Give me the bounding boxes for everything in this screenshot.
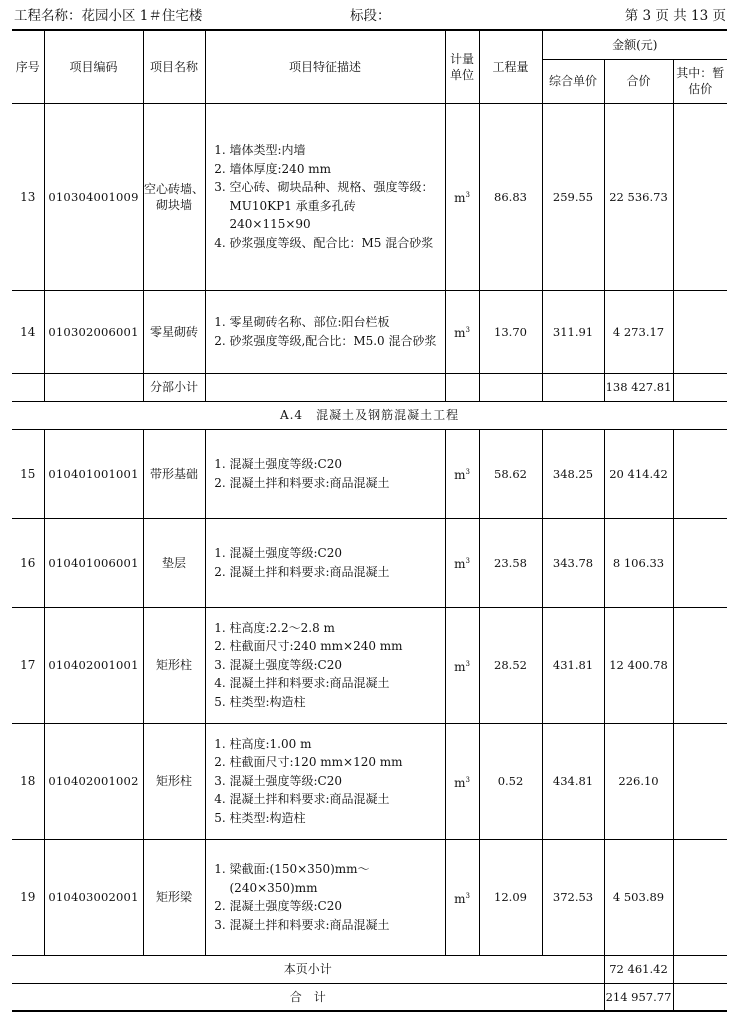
- row-provisional: [673, 103, 727, 290]
- row-desc: [205, 839, 445, 955]
- row-unit-price: 434.81: [542, 723, 604, 839]
- desc-item: 2. 墙体厚度:240 mm: [230, 160, 441, 179]
- row-unit: $m^3$: [445, 518, 479, 607]
- row-qty: 28.52: [479, 607, 542, 723]
- desc-item: 4. 混凝土拌和料要求:商品混凝土: [230, 674, 441, 693]
- row-desc: [205, 723, 445, 839]
- row-name: 空心砖墙、砌块墙: [143, 103, 205, 290]
- col-header-total: 合价: [604, 59, 673, 103]
- col-header-desc: 项目特征描述: [205, 30, 445, 103]
- row-unit-price: 311.91: [542, 290, 604, 373]
- desc-item: 5. 柱类型:构造柱: [230, 809, 441, 828]
- col-header-qty: 工程量: [479, 30, 542, 103]
- table-row: [12, 839, 727, 955]
- table-row: [12, 607, 727, 723]
- row-unit: $m^3$: [445, 290, 479, 373]
- row-seq: 17: [12, 607, 44, 723]
- document-header: [0, 0, 738, 28]
- page-subtotal-row: [12, 955, 727, 983]
- row-unit: $m^3$: [445, 723, 479, 839]
- row-seq: 19: [12, 839, 44, 955]
- subtotal-label: 分部小计: [143, 373, 205, 401]
- row-desc: [205, 290, 445, 373]
- row-total: 12 400.78: [604, 607, 673, 723]
- row-unit-price: 259.55: [542, 103, 604, 290]
- row-provisional: [673, 839, 727, 955]
- grand-total-label: 合 计: [12, 983, 604, 1011]
- row-desc: [205, 607, 445, 723]
- col-header-amount: 金额(元): [542, 30, 727, 59]
- row-total: 4 273.17: [604, 290, 673, 373]
- row-provisional: [673, 429, 727, 518]
- row-provisional: [673, 723, 727, 839]
- desc-item: 1. 柱高度:1.00 m: [230, 735, 441, 754]
- desc-item: 4. 混凝土拌和料要求:商品混凝土: [230, 790, 441, 809]
- row-name: 带形基础: [143, 429, 205, 518]
- desc-item: 1. 混凝土强度等级:C20: [230, 544, 441, 563]
- col-header-seq: 序号: [12, 30, 44, 103]
- row-qty: 12.09: [479, 839, 542, 955]
- row-unit: $m^3$: [445, 103, 479, 290]
- row-seq: 18: [12, 723, 44, 839]
- row-provisional: [673, 518, 727, 607]
- row-desc: [205, 429, 445, 518]
- desc-item: 5. 柱类型:构造柱: [230, 693, 441, 712]
- bill-of-quantities-table: [12, 29, 727, 1012]
- section-title: A.4 混凝土及钢筋混凝土工程: [12, 401, 727, 429]
- row-unit-price: 372.53: [542, 839, 604, 955]
- row-name: 垫层: [143, 518, 205, 607]
- grand-total-row: [12, 983, 727, 1011]
- desc-item: 2. 混凝土强度等级:C20: [230, 897, 441, 916]
- row-provisional: [673, 607, 727, 723]
- col-header-code: 项目编码: [44, 30, 143, 103]
- row-qty: 23.58: [479, 518, 542, 607]
- subtotal-total: 138 427.81: [604, 373, 673, 401]
- row-name: 矩形柱: [143, 723, 205, 839]
- row-code: 010402001002: [44, 723, 143, 839]
- project-name: 工程名称：花园小区 1＃住宅楼: [14, 8, 203, 24]
- desc-item: 2. 混凝土拌和料要求:商品混凝土: [230, 563, 441, 582]
- desc-item: 3. 混凝土强度等级:C20: [230, 772, 441, 791]
- row-name: 矩形梁: [143, 839, 205, 955]
- table-row: [12, 723, 727, 839]
- row-unit: $m^3$: [445, 839, 479, 955]
- row-qty: 58.62: [479, 429, 542, 518]
- row-unit: $m^3$: [445, 607, 479, 723]
- table-row: [12, 103, 727, 290]
- row-qty: 0.52: [479, 723, 542, 839]
- col-header-provisional: 其中：暂估价: [673, 59, 727, 103]
- col-header-unit-price: 综合单价: [542, 59, 604, 103]
- row-name: 矩形柱: [143, 607, 205, 723]
- row-name: 零星砌砖: [143, 290, 205, 373]
- row-code: 010302006001: [44, 290, 143, 373]
- subtotal-row: [12, 373, 727, 401]
- row-code: 010402001001: [44, 607, 143, 723]
- row-total: 4 503.89: [604, 839, 673, 955]
- row-code: 010304001009: [44, 103, 143, 290]
- desc-item: 1. 零星砌砖名称、部位:阳台栏板: [230, 313, 441, 332]
- row-unit-price: 343.78: [542, 518, 604, 607]
- row-seq: 16: [12, 518, 44, 607]
- row-qty: 13.70: [479, 290, 542, 373]
- row-total: 8 106.33: [604, 518, 673, 607]
- row-code: 010403002001: [44, 839, 143, 955]
- section-heading-row: [12, 401, 727, 429]
- desc-item: 2. 柱截面尺寸:240 mm×240 mm: [230, 637, 441, 656]
- desc-item: 3. 混凝土拌和料要求:商品混凝土: [230, 916, 441, 935]
- desc-item: 4. 砂浆强度等级、配合比：M5 混合砂浆: [230, 234, 441, 253]
- row-total: 226.10: [604, 723, 673, 839]
- desc-item: 1. 梁截面:(150×350)mm～(240×350)mm: [230, 860, 441, 897]
- desc-item: 3. 混凝土强度等级:C20: [230, 656, 441, 675]
- row-provisional: [673, 290, 727, 373]
- row-desc: [205, 518, 445, 607]
- row-desc: [205, 103, 445, 290]
- col-header-unit: 计量单位: [445, 30, 479, 103]
- page-info: 第 3 页 共 13 页: [624, 8, 726, 24]
- page-subtotal-total: 72 461.42: [604, 955, 673, 983]
- grand-total-total: 214 957.77: [604, 983, 673, 1011]
- row-code: 010401006001: [44, 518, 143, 607]
- section-label: 标段：: [350, 8, 391, 24]
- row-unit-price: 348.25: [542, 429, 604, 518]
- desc-item: 3. 空心砖、砌块品种、规格、强度等级：MU10KP1 承重多孔砖 240×115×90: [230, 178, 441, 234]
- page-subtotal-label: 本页小计: [12, 955, 604, 983]
- table-row: [12, 429, 727, 518]
- row-seq: 15: [12, 429, 44, 518]
- row-qty: 86.83: [479, 103, 542, 290]
- desc-item: 1. 柱高度:2.2～2.8 m: [230, 619, 441, 638]
- desc-item: 2. 柱截面尺寸:120 mm×120 mm: [230, 753, 441, 772]
- table-row: [12, 290, 727, 373]
- row-code: 010401001001: [44, 429, 143, 518]
- row-unit: $m^3$: [445, 429, 479, 518]
- row-unit-price: 431.81: [542, 607, 604, 723]
- row-total: 20 414.42: [604, 429, 673, 518]
- table-row: [12, 518, 727, 607]
- desc-item: 1. 混凝土强度等级:C20: [230, 455, 441, 474]
- row-seq: 14: [12, 290, 44, 373]
- desc-item: 1. 墙体类型:内墙: [230, 141, 441, 160]
- col-header-name: 项目名称: [143, 30, 205, 103]
- row-seq: 13: [12, 103, 44, 290]
- row-total: 22 536.73: [604, 103, 673, 290]
- desc-item: 2. 砂浆强度等级,配合比：M5.0 混合砂浆: [230, 332, 441, 351]
- desc-item: 2. 混凝土拌和料要求:商品混凝土: [230, 474, 441, 493]
